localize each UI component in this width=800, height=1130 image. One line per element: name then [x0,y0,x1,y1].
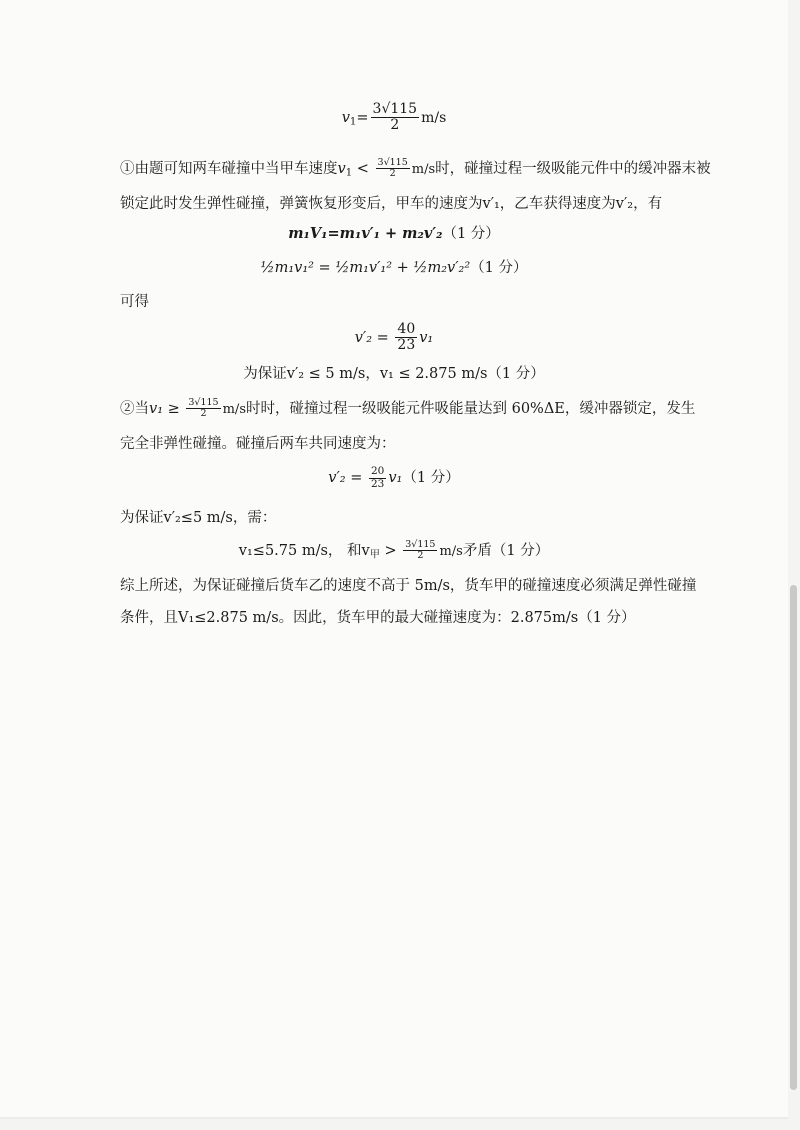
equation-contradiction: v₁≤5.75 m/s， 和$v_甲$ > $\frac{3√115}{2}$ m/s矛盾（1 分） [238,539,550,562]
summary-line2: 条件，且V₁≤2.875 m/s。因此，货车甲的最大碰撞速度为：2.875m/s（1 分） [120,610,636,626]
eq-v1-fraction: $\frac{3√115}{2}$ [372,101,418,134]
ensure1-line: 为保证v′₂ ≤ 5 m/s，v₁ ≤ 2.875 m/s（1 分） [243,366,545,382]
case1-threshold-fraction: $\frac{3√115}{2}$ [377,157,408,180]
page-bottom-edge [0,1117,788,1119]
summary-line1: 综上所述，为保证碰撞后货车乙的速度不高于 5m/s，货车甲的碰撞速度必须满足弹性碰撞 [120,578,697,594]
case1-line2: 锁定此时发生弹性碰撞，弹簧恢复形变后，甲车的速度为v′₁，乙车获得速度为v′₂，有 [120,196,663,212]
eq-v1-var: v [341,109,350,126]
equation-momentum: m₁V₁=m₁v′₁ + m₂v′₂（1 分） [288,225,500,242]
eq-v1-sub: 1 [349,116,357,128]
case2-line2: 完全非弹性碰撞。碰撞后两车共同速度为： [120,436,396,452]
eq-v1-unit: m/s [421,109,447,126]
equation-energy: ½m₁v₁² = ½m₁v′₁² + ½m₂v′₂²（1 分） [260,260,528,276]
equation-v1 [0,102,788,134]
eq-common-fraction: $\frac{20}{23}$ [370,465,385,490]
case2-threshold-fraction: $\frac{3√115}{2}$ [188,397,219,420]
equation-v2: v′₂ = $\frac{40}{23}$ v₁ [354,321,434,354]
eq-contra-fraction: $\frac{3√115}{2}$ [405,539,436,562]
scrollbar-track[interactable] [788,0,800,1130]
case2-line1: ②当v₁ ≥ $\frac{3√115}{2}$ m/s时时，碰撞过程一级吸能元件吸能量达到 60%ΔE，缓冲器锁定，发生 [120,397,696,420]
ke-de-label: 可得 [120,294,149,310]
scrollbar-thumb[interactable] [790,585,797,1090]
eq-v1-equals: = [356,109,369,126]
ensure2-line: 为保证v′₂≤5 m/s，需： [120,510,277,526]
equation-common-velocity: v′₂ = $\frac{20}{23}$ v₁（1 分） [328,465,460,490]
case1-line1: ①由题可知两车碰撞中当甲车速度$v_1$ < $\frac{3√115}{2}$ m/s时，碰撞过程一级吸能元件中的缓冲器末被 [120,157,711,180]
eq-v2-fraction: $\frac{40}{23}$ [397,321,416,354]
